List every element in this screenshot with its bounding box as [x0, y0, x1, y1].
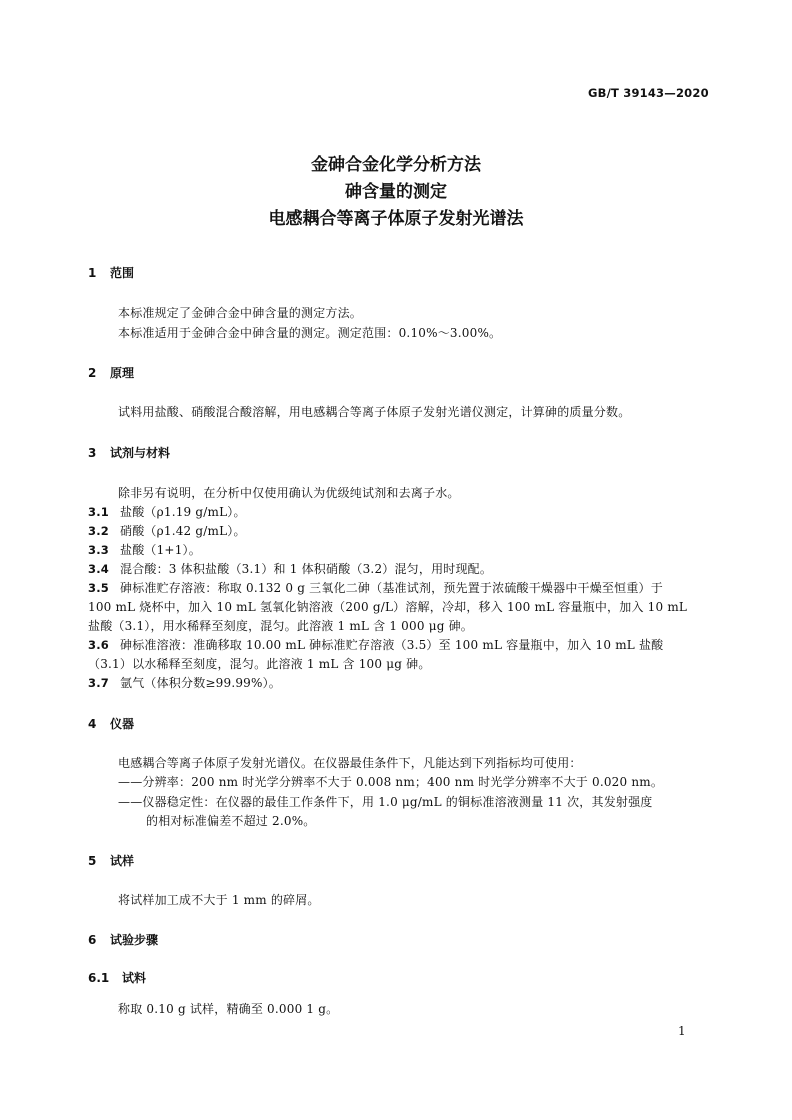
item-number: 3.7	[88, 676, 109, 690]
section-number: 3	[88, 446, 97, 460]
item-number: 3.6	[88, 638, 109, 652]
item-text: 砷标准贮存溶液：称取 0.132 0 g 三氧化二砷（基准试剂，预先置于浓硫酸干燥器中干燥至恒重）于	[120, 581, 663, 595]
title-line-2: 砷含量的测定	[345, 182, 447, 202]
list-item	[88, 579, 663, 596]
list-item	[88, 541, 201, 558]
section-title: 试验步骤	[110, 933, 159, 947]
item-number: 3.2	[88, 524, 109, 538]
item-text: 混合酸：3 体积盐酸（3.1）和 1 体积硝酸（3.2）混匀，用时现配。	[120, 562, 493, 576]
section-number: 4	[88, 717, 97, 731]
section-6-heading	[88, 931, 158, 948]
item-text: 氩气（体积分数≥99.99%）。	[120, 676, 282, 690]
section-title: 试剂与材料	[110, 446, 171, 460]
item-number: 3.3	[88, 543, 109, 557]
bullet-item: ——仪器稳定性：在仪器的最佳工作条件下，用 1.0 μg/mL 的铜标准溶液测量 11 次，其发射强度	[118, 795, 653, 809]
item-number: 3.5	[88, 581, 109, 595]
bullet-continuation: 的相对标准偏差不超过 2.0%。	[146, 814, 316, 828]
page-number: 1	[678, 1024, 686, 1038]
paragraph: 本标准规定了金砷合金中砷含量的测定方法。	[118, 306, 363, 320]
item-text: 盐酸（ρ1.19 g/mL）。	[120, 505, 246, 519]
list-item	[88, 522, 246, 539]
subsection-6-1-heading	[88, 969, 146, 986]
item-continuation: 盐酸（3.1），用水稀释至刻度，混匀。此溶液 1 mL 含 1 000 μg 砷。	[88, 619, 473, 633]
title-line-1: 金砷合金化学分析方法	[311, 155, 481, 175]
section-number: 2	[88, 366, 97, 380]
list-item	[88, 674, 281, 691]
section-title: 范围	[110, 266, 135, 280]
paragraph: 本标准适用于金砷合金中砷含量的测定。测定范围：0.10%～3.00%。	[118, 326, 502, 340]
section-title: 原理	[110, 366, 135, 380]
item-text: 砷标准溶液：准确移取 10.00 mL 砷标准贮存溶液（3.5）至 100 mL 容量瓶中，加入 10 mL 盐酸	[120, 638, 664, 652]
section-2-heading	[88, 364, 134, 381]
section-number: 1	[88, 266, 97, 280]
paragraph: 将试样加工成不大于 1 mm 的碎屑。	[118, 893, 320, 907]
list-item	[88, 560, 492, 577]
item-text: 盐酸（1+1）。	[120, 543, 201, 557]
paragraph: 称取 0.10 g 试样，精确至 0.000 1 g。	[118, 1002, 339, 1016]
list-item	[88, 636, 663, 653]
section-3-heading	[88, 444, 170, 461]
item-continuation: （3.1）以水稀释至刻度，混匀。此溶液 1 mL 含 100 μg 砷。	[88, 657, 431, 671]
list-item	[88, 503, 246, 520]
item-number: 3.1	[88, 505, 109, 519]
item-text: 硝酸（ρ1.42 g/mL）。	[120, 524, 246, 538]
section-number: 5	[88, 854, 97, 868]
subsection-number: 6.1	[88, 971, 110, 985]
section-5-heading	[88, 852, 134, 869]
section-1-heading	[88, 264, 134, 281]
bullet-item: ——分辨率：200 nm 时光学分辨率不大于 0.008 nm；400 nm 时光学分辨率不大于 0.020 nm。	[118, 775, 664, 789]
paragraph: 除非另有说明，在分析中仅使用确认为优级纯试剂和去离子水。	[118, 486, 460, 500]
title-line-3: 电感耦合等离子体原子发射光谱法	[268, 209, 524, 229]
section-number: 6	[88, 933, 97, 947]
standard-number: GB/T 39143—2020	[588, 86, 709, 100]
paragraph: 电感耦合等离子体原子发射光谱仪。在仪器最佳条件下，凡能达到下列指标均可使用：	[118, 756, 582, 770]
paragraph: 试料用盐酸、硝酸混合酸溶解，用电感耦合等离子体原子发射光谱仪测定，计算砷的质量分数。	[118, 405, 631, 419]
section-title: 仪器	[110, 717, 135, 731]
item-continuation: 100 mL 烧杯中，加入 10 mL 氢氧化钠溶液（200 g/L）溶解，冷却，移入 100 mL 容量瓶中，加入 10 mL	[88, 600, 688, 614]
item-number: 3.4	[88, 562, 109, 576]
section-4-heading	[88, 715, 134, 732]
section-title: 试样	[110, 854, 135, 868]
subsection-title: 试料	[122, 971, 147, 985]
